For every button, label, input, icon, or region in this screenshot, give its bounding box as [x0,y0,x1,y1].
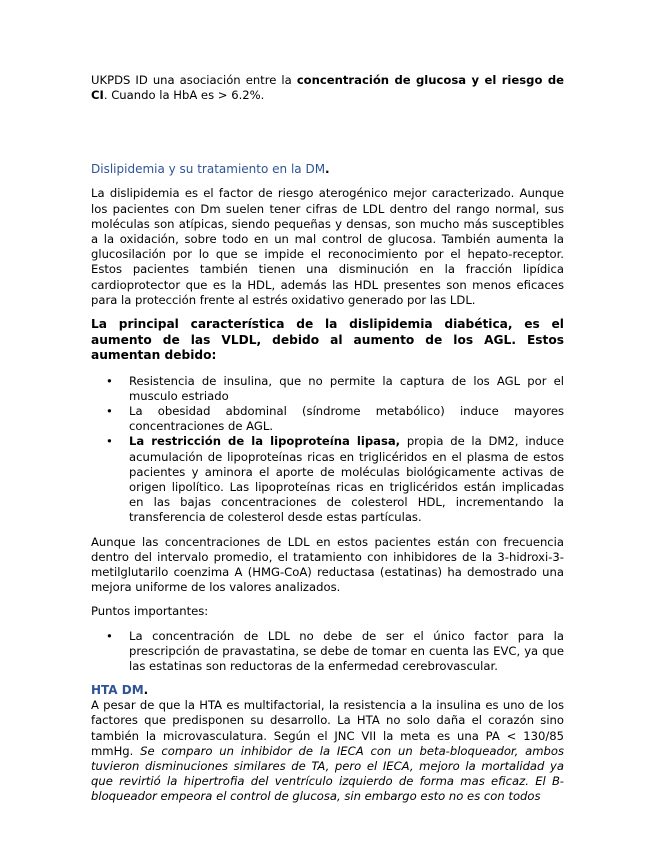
list-item-text: La obesidad abdominal (síndrome metabólico) induce mayores concentraciones de AGL. [129,403,564,434]
section-heading-hta [91,683,564,698]
paragraph-dislipidemia: La dislipidemia es el factor de riesgo aterogénico mejor caracterizado. Aunque los pacientes con Dm suelen tener cifras de LDL dentro del rango normal, sus moléculas son atípicas, siendo pequeñas y densas, son mucho más susceptibles a la oxidación, sobre todo en un mal control de glucosa. También aumenta la glucosilación por lo que se impide el reconocimiento por el hepato-receptor. Estos pacientes también tienen una disminución en la fracción lipídica cardioprotector que es la HDL, además las HDL presentes son menos eficaces para la protección frente al estrés oxidativo generado por las LDL. [91,186,564,307]
list-item [91,629,564,675]
list-item-bold: La restricción de la lipoproteína lipasa, [129,434,401,449]
paragraph-main-feature: La principal característica de la dislipidemia diabética, es el aumento de las VLDL, debido al aumento de los AGL. Estos aumentan debido: [91,317,564,363]
paragraph-key-points: Puntos importantes: [91,604,209,619]
intro-text-end: . Cuando la HbA es > 6.2%. [103,88,265,103]
bullet-list-key-points [91,629,564,675]
section-heading-dislipidemia [91,162,564,177]
heading-dot: . [143,683,149,698]
intro-bold: concentración de glucosa y el riesgo de CI [91,73,564,103]
hta-text: A pesar de que la HTA es multifactorial, la resistencia a la insulina es uno de los factores que predisponen su desarrollo. La HTA no solo daña el corazón sino también la microvasculatura. Según el JNC VII la meta es una PA < 130/85 mmHg. [91,698,564,758]
intro-text: UKPDS ID una asociación entre la [91,73,297,87]
list-item [91,434,564,525]
document-page [91,73,564,805]
heading-text: Dislipidemia y su tratamiento en la DM [91,162,326,177]
list-item [91,404,564,434]
list-item-text: Resistencia de insulina, que no permite la captura de los AGL por el musculo estriado [129,373,564,403]
paragraph-hta [91,698,564,804]
paragraph-statins: Aunque las concentraciones de LDL en estos pacientes están con frecuencia dentro del intervalo promedio, el tratamiento con inhibidores de la 3-hidroxi-3-metilglutarilo coenzima A (HMG-CoA) reductasa (estatinas) ha demostrado una mejora uniforme de los valores analizados. [91,534,564,595]
intro-paragraph [91,73,564,103]
heading-text: HTA DM [91,683,144,698]
hta-italic-text: Se comparo un inhibidor de la IECA con un beta-bloqueador, ambos tuvieron disminuciones similares de TA, pero el IECA, mejoro la mortalidad ya que revirtió la hipertrofia del ventrículo izquierdo de forma mas eficaz. El B-bloqueador empeora el control de glucosa, sin embargo esto no es con todos [91,743,564,804]
bullet-list-causes [91,374,564,526]
list-item-text: propia de la DM2, induce acumulación de lipoproteínas ricas en triglicéridos en el plasma de estos pacientes y aminora el aporte de moléculas biológicamente activas de origen lipolítico. Las lipoproteínas ricas en triglicéridos están implicadas en las bajas concentraciones de colesterol HDL, incrementando la transferencia de colesterol desde estas partículas. [129,434,564,525]
heading-dot: . [325,162,330,177]
list-item-text: La concentración de LDL no debe de ser el único factor para la prescripción de pravastatina, se debe de tomar en cuenta las EVC, ya que las estatinas son reductoras de la enfermedad cerebrovascular. [129,628,564,673]
list-item [91,374,564,404]
